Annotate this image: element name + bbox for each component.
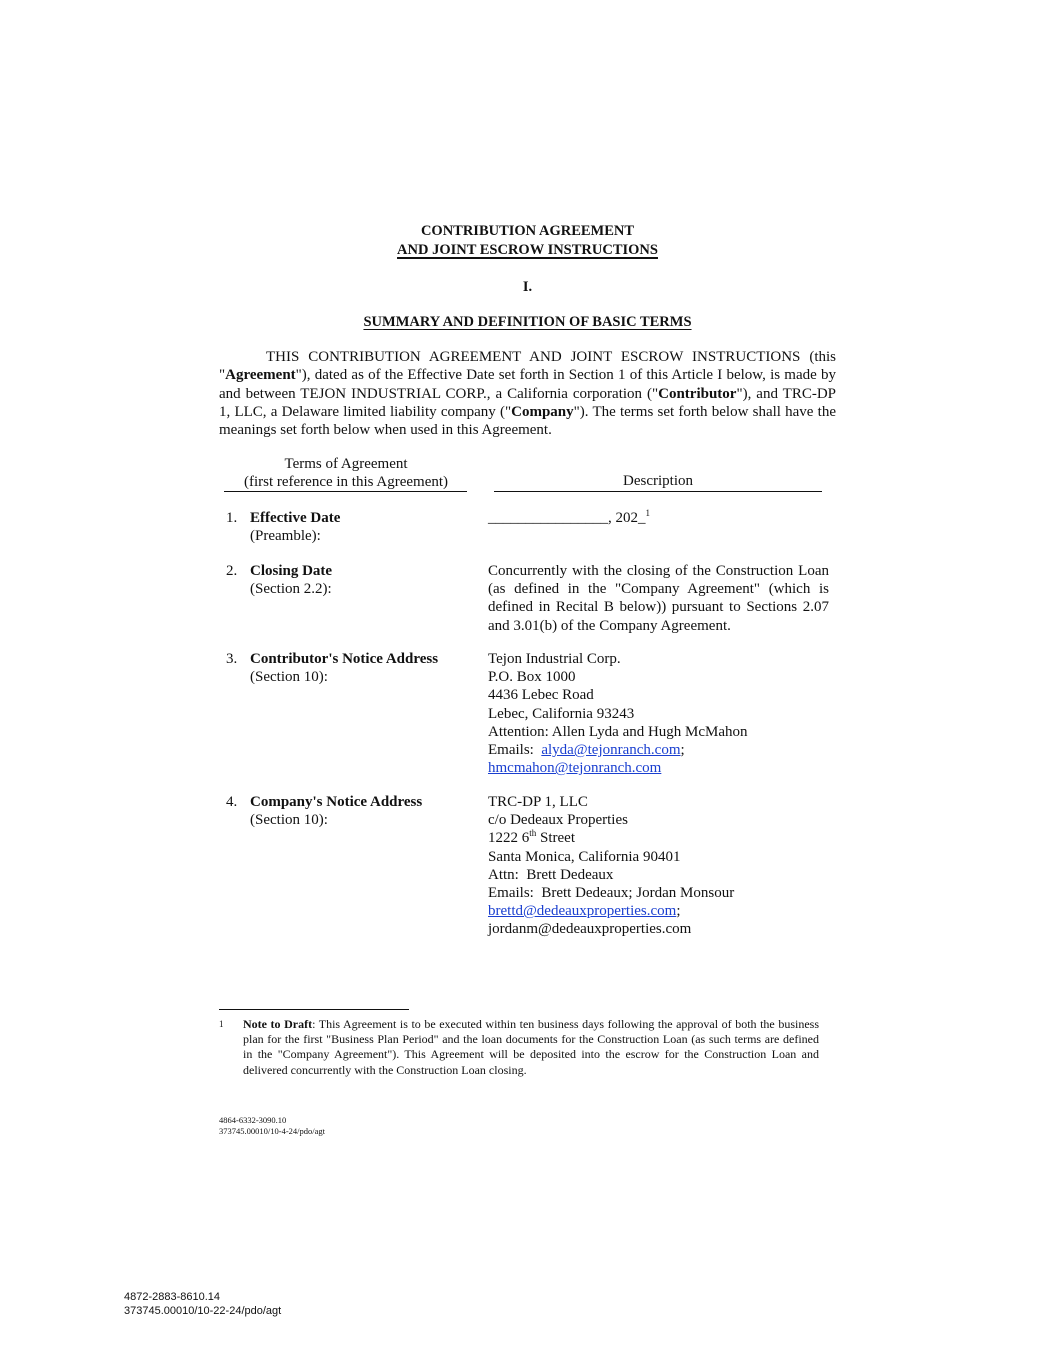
email-link-brettd[interactable]: brettd@dedeauxproperties.com (488, 903, 677, 920)
document-title-line2: AND JOINT ESCROW INSTRUCTIONS (397, 242, 658, 258)
row-term: Closing Date (Section 2.2): (250, 563, 333, 598)
row-number: 3. (226, 651, 238, 667)
intro-paragraph: THIS CONTRIBUTION AGREEMENT AND JOINT ESCROW INSTRUCTIONS (this "Agreement"), dated as of the Effective Date set forth in Section 1 of this Article I below, is made by and between TEJON INDUSTRIAL CORP., a California corporation ("Contributor"), and TRC-DP 1, LLC, a Delaware limited liability company ("Company"). The terms set forth below shall have the meanings set forth below when used in this Agreement. (219, 349, 837, 439)
document-title-line1: CONTRIBUTION AGREEMENT (420, 223, 635, 239)
article-number: I. (522, 279, 533, 295)
footnote-text: Note to Draft: This Agreement is to be executed within ten business days following the approval of both the business plan for the first "Business Plan Period" and the loan documents for the Construction Loan (as such terms are defined in the "Company Agreement"). This Agreement will be deposited into the escrow for the Construction Loan and delivered concurrently with the Construction Loan closing. (243, 1017, 819, 1077)
email-link-alyda[interactable]: alyda@tejonranch.com (541, 742, 681, 759)
email-text-jordanm: jordanm@dedeauxproperties.com (488, 921, 692, 938)
row-term: Effective Date (Preamble): (250, 510, 341, 545)
footnote-separator (219, 1009, 409, 1010)
row-description: ________________, 202_$^1$ (488, 508, 650, 526)
defined-term-agreement: Agreement (225, 367, 296, 384)
footer-document-id: 4872-2883-8610.14 373745.00010/10-22-24/pdo/agt (124, 1291, 282, 1317)
footnote-number: 1 (219, 1019, 224, 1029)
footnote-reference[interactable]: 1 (645, 508, 650, 518)
defined-term-contributor: Contributor (658, 385, 737, 402)
column-header-terms: Terms of Agreement (first reference in this Agreement) (243, 456, 449, 491)
row-description: Concurrently with the closing of the Construction Loan (as defined in the "Company Agreement" (which is defined in Recital B below)) pursuant to Sections 2.07 and 3.01(b) of the Company Agreement. (488, 563, 829, 634)
row-description: Tejon Industrial Corp. P.O. Box 1000 4436 Lebec Road Lebec, California 93243 Attention: Allen Lyda and Hugh McMahon Emails: alyda@tejonranch.com; hmcmahon@tejonranch.com (488, 651, 748, 777)
email-link-hmcmahon[interactable]: hmcmahon@tejonranch.com (488, 760, 662, 777)
column-header-description: Description (623, 473, 693, 489)
inner-document-id: 4864-6332-3090.10 373745.00010/10-4-24/pdo/agt (219, 1115, 326, 1136)
row-term: Company's Notice Address (Section 10): (250, 794, 423, 829)
column-rule-left (224, 491, 467, 492)
column-rule-right (494, 491, 822, 492)
row-number: 4. (226, 794, 238, 810)
row-description: TRC-DP 1, LLC c/o Dedeaux Properties 1222 6th Street Santa Monica, California 90401 Attn: Brett Dedeaux Emails: Brett Dedeaux; Jordan Monsour brettd@dedeauxproperties.com; jordanm@dedeauxproperties.com (488, 793, 829, 939)
row-number: 1. (226, 510, 238, 526)
row-term: Contributor's Notice Address (Section 10): (250, 651, 439, 686)
article-heading: SUMMARY AND DEFINITION OF BASIC TERMS (363, 314, 692, 330)
row-number: 2. (226, 563, 238, 579)
defined-term-company: Company (511, 403, 574, 420)
